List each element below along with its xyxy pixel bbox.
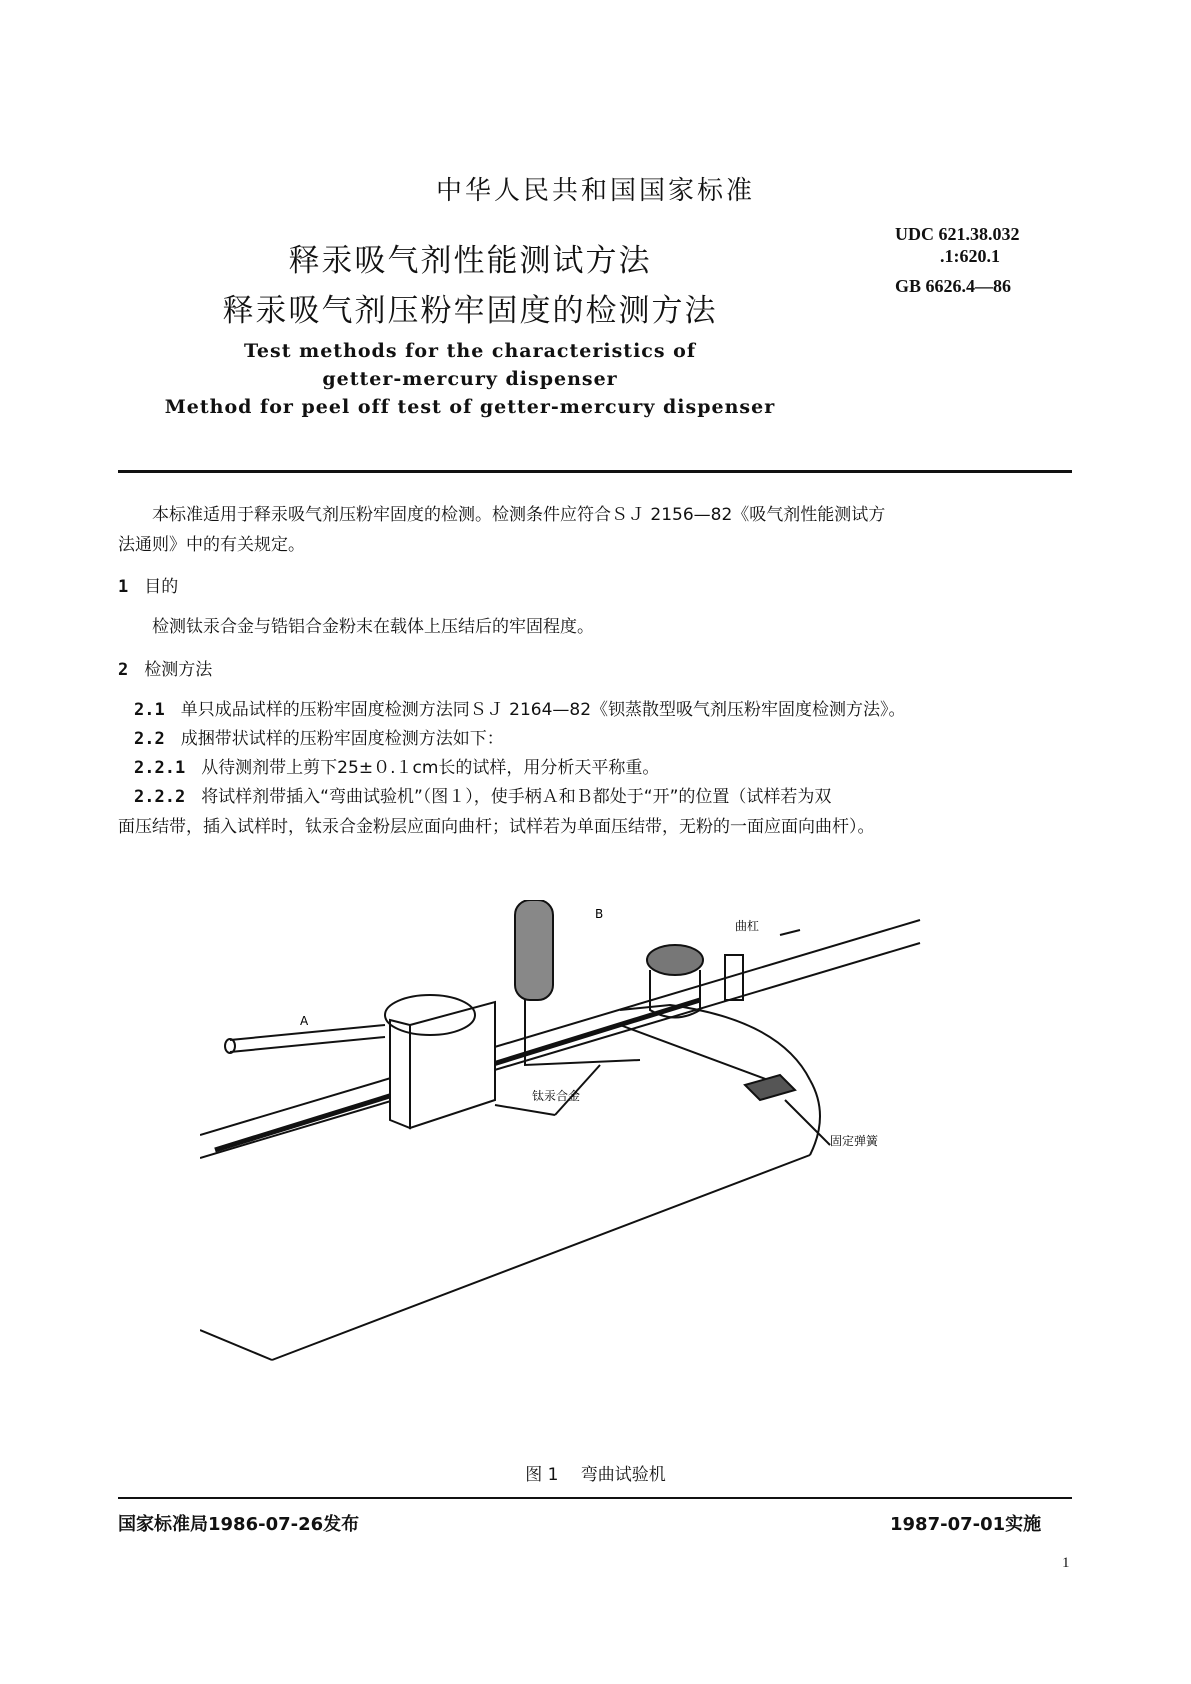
- leader-lever: [780, 930, 800, 935]
- clause-2-2-1: [134, 753, 659, 778]
- bending-tester-figure: [200, 900, 1000, 1460]
- chinese-title-line-2: 释汞吸气剂压粉牢固度的检测方法: [222, 293, 718, 329]
- figure-label-b: B: [595, 907, 604, 921]
- figure-label-a: A: [300, 1014, 309, 1028]
- clamp-block-front: [410, 1002, 495, 1128]
- fixed-spring: [745, 1075, 795, 1100]
- base-left-edge: [200, 1330, 272, 1360]
- standard-header-title: 中华人民共和国国家标准: [435, 176, 755, 206]
- udc-code-line-2: .1:620.1: [940, 246, 1000, 266]
- page-number: 1: [1062, 1555, 1070, 1571]
- clause-2-2-number: 2.2: [134, 729, 165, 749]
- clause-2-2-2-line-2: 面压结带，插入试样时，钛汞合金粉层应面向曲杆；试样若为单面压结带，无粉的一面应面向曲杆）。: [118, 817, 875, 837]
- figure-label-alloy: 钛汞合金: [532, 1089, 581, 1103]
- gb-code: GB 6626.4—86: [895, 276, 1012, 296]
- handle-a-bar-bottom: [230, 1037, 385, 1052]
- clamp-block-side: [390, 1020, 410, 1128]
- clause-2-2: [134, 724, 504, 749]
- issue-date: 国家标准局1986-07-26发布: [118, 1514, 360, 1535]
- section-1-text: 检测钛汞合金与锆铝合金粉末在载体上压结后的牢固程度。: [152, 617, 594, 637]
- figure-label-spring: 固定弹簧: [830, 1134, 879, 1148]
- intro-paragraph-line-1: 本标准适用于释汞吸气剂压粉牢固度的检测。检测条件应符合ＳＪ 2156—82《吸气剂性能测试方: [152, 505, 886, 525]
- header-rule: [118, 470, 1072, 473]
- clause-2-2-2-line-1: [134, 782, 831, 807]
- clause-2-1-number: 2.1: [134, 700, 165, 720]
- effective-date: 1987-07-01实施: [890, 1514, 1042, 1535]
- english-title-line-2: getter-mercury dispenser: [322, 368, 618, 390]
- figure-caption: 图 1 弯曲试验机: [525, 1465, 666, 1485]
- footer-rule: [118, 1497, 1072, 1499]
- section-1-title: 目的: [144, 577, 179, 597]
- intro-paragraph-line-2: 法通则》中的有关规定。: [118, 535, 305, 555]
- leader-spring: [785, 1100, 830, 1145]
- english-title-line-3: Method for peel off test of getter-mercury dispenser: [164, 396, 776, 418]
- clause-2-2-1-text: 从待测剂带上剪下25±０.１cm长的试样，用分析天平称重。: [201, 758, 660, 778]
- clause-2-1-text: 单只成品试样的压粉牢固度检测方法同ＳＪ 2164—82《钡蒸散型吸气剂压粉牢固度检测方法》。: [180, 700, 906, 720]
- section-2-title: 检测方法: [144, 660, 213, 680]
- chinese-title-line-1: 释汞吸气剂性能测试方法: [288, 243, 652, 279]
- section-1-heading: [118, 572, 178, 597]
- handle-a-end: [225, 1039, 235, 1053]
- figure-label-lever: 曲杠: [735, 919, 760, 933]
- clause-2-2-text: 成捆带状试样的压粉牢固度检测方法如下：: [180, 729, 504, 749]
- clause-2-2-1-number: 2.2.1: [134, 758, 186, 778]
- base-right-edge: [810, 1080, 820, 1155]
- udc-code-line-1: UDC 621.38.032: [895, 224, 1020, 244]
- clause-2-2-2-text-line-1: 将试样剂带插入“弯曲试验机”（图１），使手柄Ａ和Ｂ都处于“开”的位置（试样若为双: [201, 787, 832, 807]
- base-front-edge: [272, 1155, 810, 1360]
- figure-drawing: [200, 900, 920, 1360]
- section-2-number: 2: [118, 660, 129, 680]
- clause-2-1: [134, 695, 906, 720]
- section-1-number: 1: [118, 577, 129, 597]
- rotating-head: [647, 945, 703, 975]
- clause-2-2-2-number: 2.2.2: [134, 787, 186, 807]
- leader-alloy-1: [495, 1105, 555, 1115]
- section-2-heading: [118, 655, 212, 680]
- handle-b-knob: [515, 900, 553, 1000]
- english-title-line-1: Test methods for the characteristics of: [243, 340, 697, 362]
